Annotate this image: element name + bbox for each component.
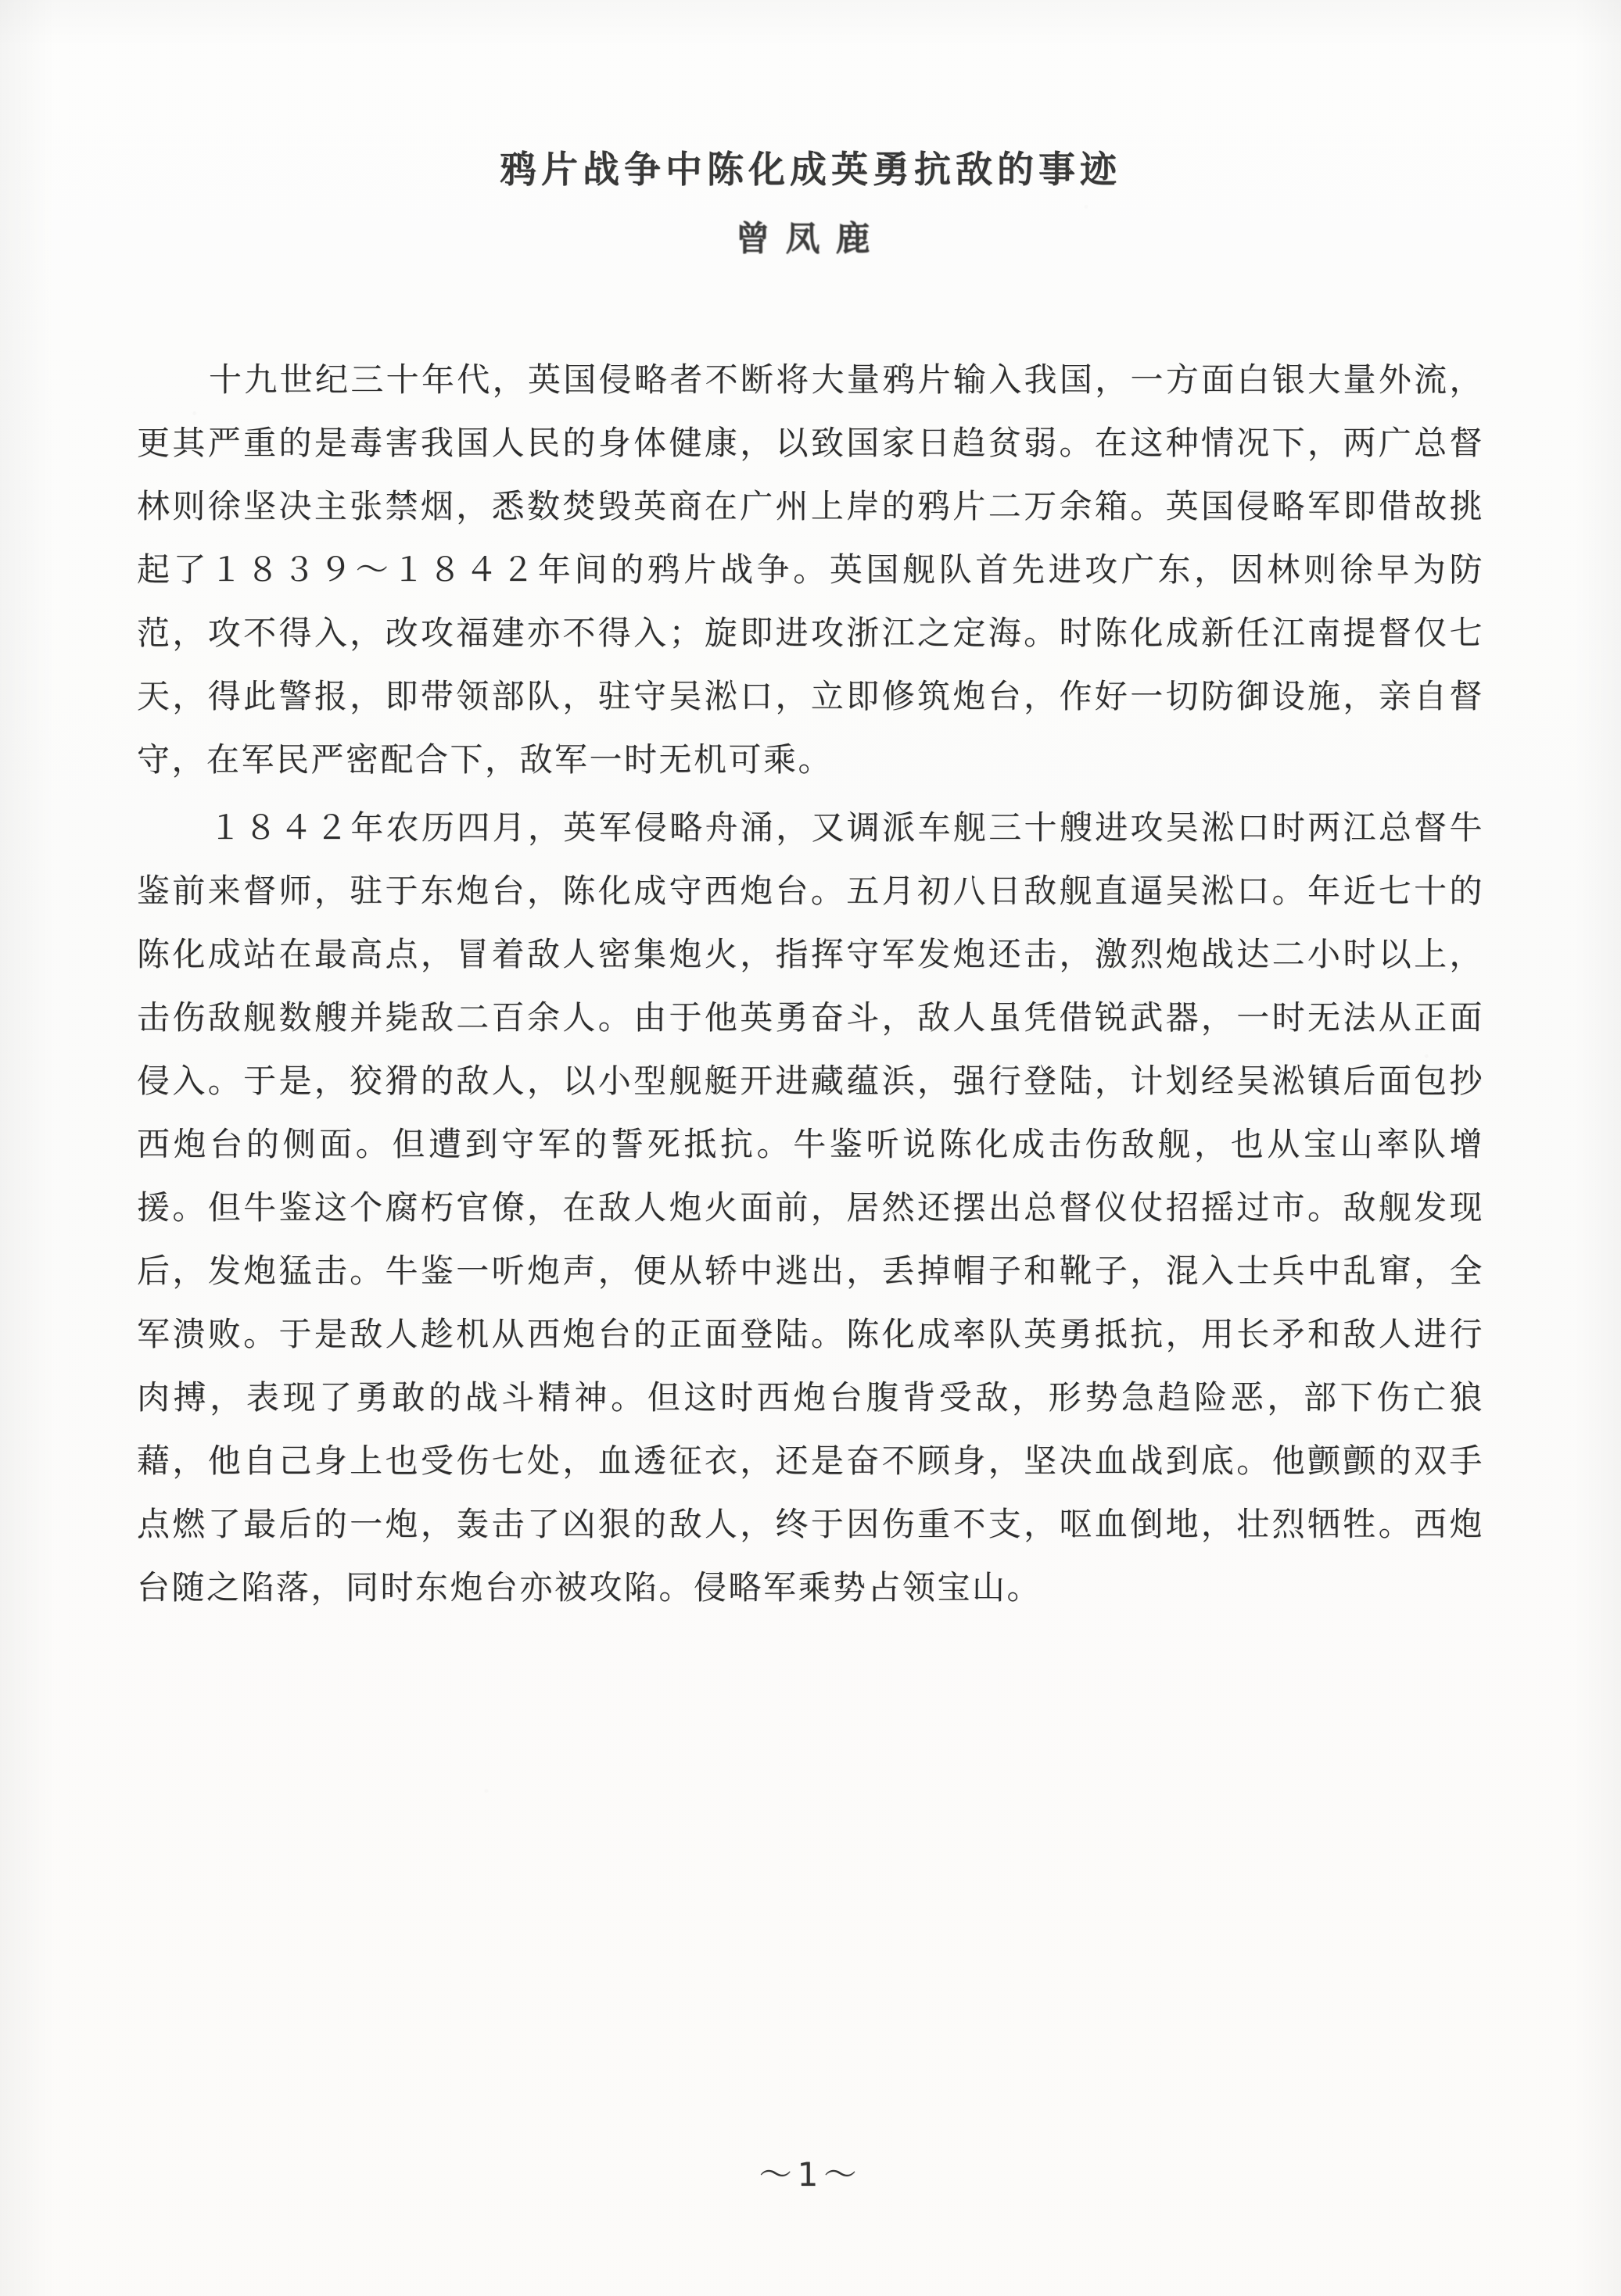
paragraph: 十九世纪三十年代，英国侵略者不断将大量鸦片输入我国，一方面白银大量外流，更其严重的是毒害我国人民的身体健康，以致国家日趋贫弱。在这种情况下，两广总督林则徐坚决主张禁烟，悉数焚毁英商在广州上岸的鸦片二万余箱。英国侵略军即借故挑起了１８３９～１８４２年间的鸦片战争。英国舰队首先进攻广东，因林则徐早为防范，攻不得入，改攻福建亦不得入；旋即进攻浙江之定海。时陈化成新任江南提督仅七天，得此警报，即带领部队，驻守吴淞口，立即修筑炮台，作好一切防御设施，亲自督守，在军民严密配合下，敌军一时无机可乘。 [137,360,1484,779]
paragraph: １８４２年农历四月，英军侵略舟涌，又调派车舰三十艘进攻吴淞口时两江总督牛鉴前来督师，驻于东炮台，陈化成守西炮台。五月初八日敌舰直逼吴淞口。年近七十的陈化成站在最高点，冒着敌人密集炮火，指挥守军发炮还击，激烈炮战达二小时以上，击伤敌舰数艘并毙敌二百余人。由于他英勇奋斗，敌人虽凭借锐武器，一时无法从正面侵入。于是，狡猾的敌人，以小型舰艇开进藏蕴浜，强行登陆，计划经吴淞镇后面包抄西炮台的侧面。但遭到守军的誓死抵抗。牛鉴听说陈化成击伤敌舰，也从宝山率队增援。但牛鉴这个腐朽官僚，在敌人炮火面前，居然还摆出总督仪仗招摇过市。敌舰发现后，发炮猛击。牛鉴一听炮声，便从轿中逃出，丢掉帽子和靴子，混入士兵中乱窜，全军溃败。于是敌人趁机从西炮台的正面登陆。陈化成率队英勇抵抗，用长矛和敌人进行肉搏，表现了勇敢的战斗精神。但这时西炮台腹背受敌，形势急趋险恶，部下伤亡狼藉，他自己身上也受伤七处，血透征衣，还是奋不顾身，坚决血战到底。他颤颤的双手点燃了最后的一炮，轰击了凶狠的敌人，终于因伤重不支，呕血倒地，壮烈牺牲。西炮台随之陷落，同时东炮台亦被攻陷。侵略军乘势占领宝山。 [137,808,1484,1606]
page-footer [0,2149,1621,2196]
document-title: 鸦片战争中陈化成英勇抗敌的事迹 [500,149,1121,192]
body-text [137,348,1484,1619]
page-number: ～1～ [758,2155,863,2194]
document-author: 曾凤鹿 [735,219,886,259]
